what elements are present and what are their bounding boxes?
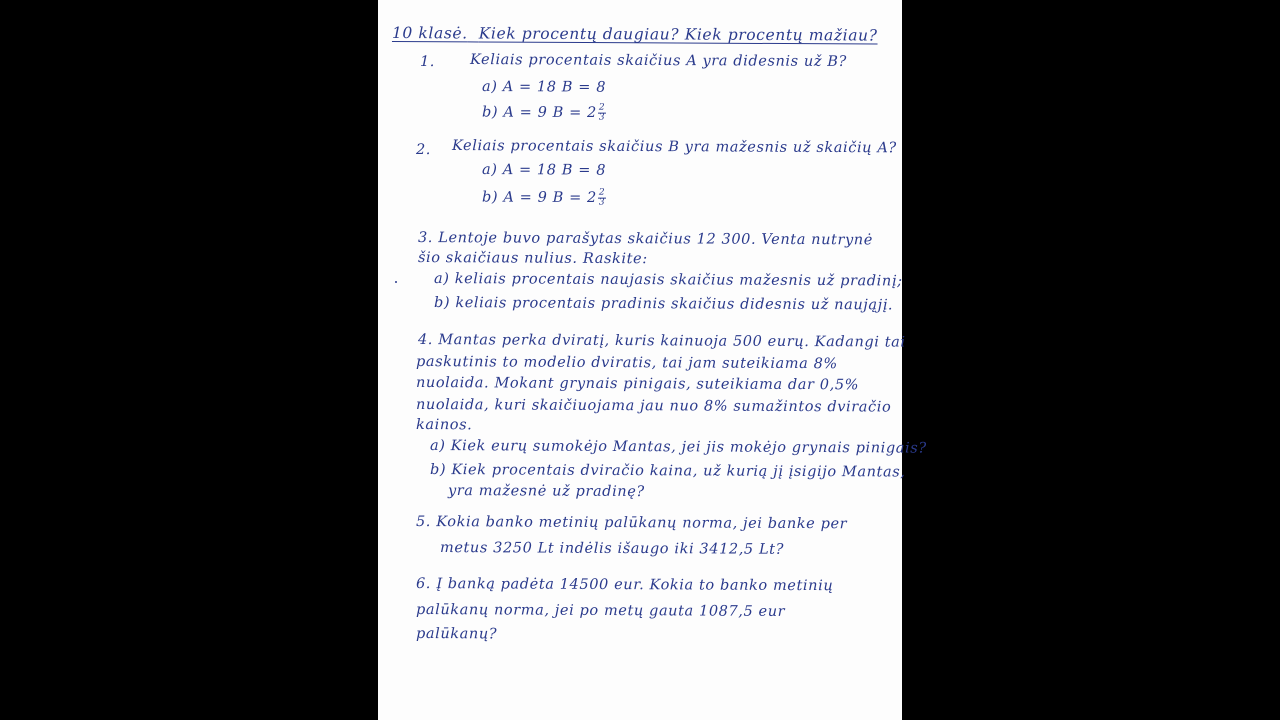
task1-fraction (598, 104, 606, 123)
task4-part-b-line-1: b) Kiek procentais dviračio kaina, už kurią jį įsigijo Mantas, (429, 462, 906, 481)
worksheet-title (392, 24, 878, 45)
task1-part-a: a) A = 18 B = 8 (481, 79, 607, 96)
task1-part-b-text: b) A = 9 B = 2 (481, 104, 597, 122)
task4-line-1: 4. Mantas perka dviratį, kuris kainuoja 500 eurų. Kadangi tai (417, 332, 906, 351)
task2-part-b-text: b) A = 9 B = 2 (481, 189, 597, 207)
grade-label: 10 klasė. (391, 24, 468, 43)
task2-question: Keliais procentais skaičius B yra mažesnis už skaičių A? (451, 138, 897, 157)
task3-line-2: šio skaičiaus nulius. Raskite: (417, 250, 648, 268)
task3-part-a: a) keliais procentais naujasis skaičius mažesnis už pradinį; (433, 271, 903, 290)
task4-line-5: kainos. (415, 417, 473, 434)
title-text: Kiek procentų daugiau? Kiek procentų mažiau? (478, 24, 878, 45)
task2-fraction-den: 3 (598, 197, 606, 208)
task4-part-b-line-2: yra mažesnė už pradinę? (447, 483, 645, 501)
task2-fraction (598, 189, 606, 208)
task4-line-3: nuolaida. Mokant grynais pinigais, suteikiama dar 0,5% (415, 375, 860, 394)
task1-number: 1. (419, 54, 436, 71)
task1-part-b (482, 103, 606, 123)
task6-line-1: 6. Į banką padėta 14500 eur. Kokia to banko metinių (415, 576, 834, 595)
ink-dot (395, 281, 397, 283)
task2-part-a: a) A = 18 B = 8 (481, 162, 607, 179)
task1-question: Keliais procentais skaičius A yra didesnis už B? (469, 52, 848, 70)
task4-part-a: a) Kiek eurų sumokėjo Mantas, jei jis mokėjo grynais pinigais? (429, 438, 927, 457)
task5-line-1: 5. Kokia banko metinių palūkanų norma, jei banke per (415, 514, 848, 533)
task5-line-2: metus 3250 Lt indėlis išaugo iki 3412,5 Lt? (439, 540, 785, 558)
task2-fraction-num: 2 (598, 187, 606, 198)
task3-line-1: 3. Lentoje buvo parašytas skaičius 12 300. Venta nutrynė (417, 230, 873, 249)
task1-fraction-num: 2 (598, 102, 606, 113)
task6-line-2: palūkanų norma, jei po metų gauta 1087,5 eur (415, 602, 786, 620)
task4-line-2: paskutinis to modelio dviratis, tai jam suteikiama 8% (415, 354, 838, 373)
task2-number: 2. (415, 142, 432, 159)
worksheet-page (378, 0, 927, 720)
task1-fraction-den: 3 (598, 112, 606, 123)
task3-part-b: b) keliais procentais pradinis skaičius didesnis už naująjį. (433, 295, 894, 314)
task6-line-3: palūkanų? (415, 626, 498, 643)
task2-part-b (482, 188, 606, 208)
task4-line-4: nuolaida, kuri skaičiuojama jau nuo 8% sumažintos dviračio (415, 397, 892, 416)
